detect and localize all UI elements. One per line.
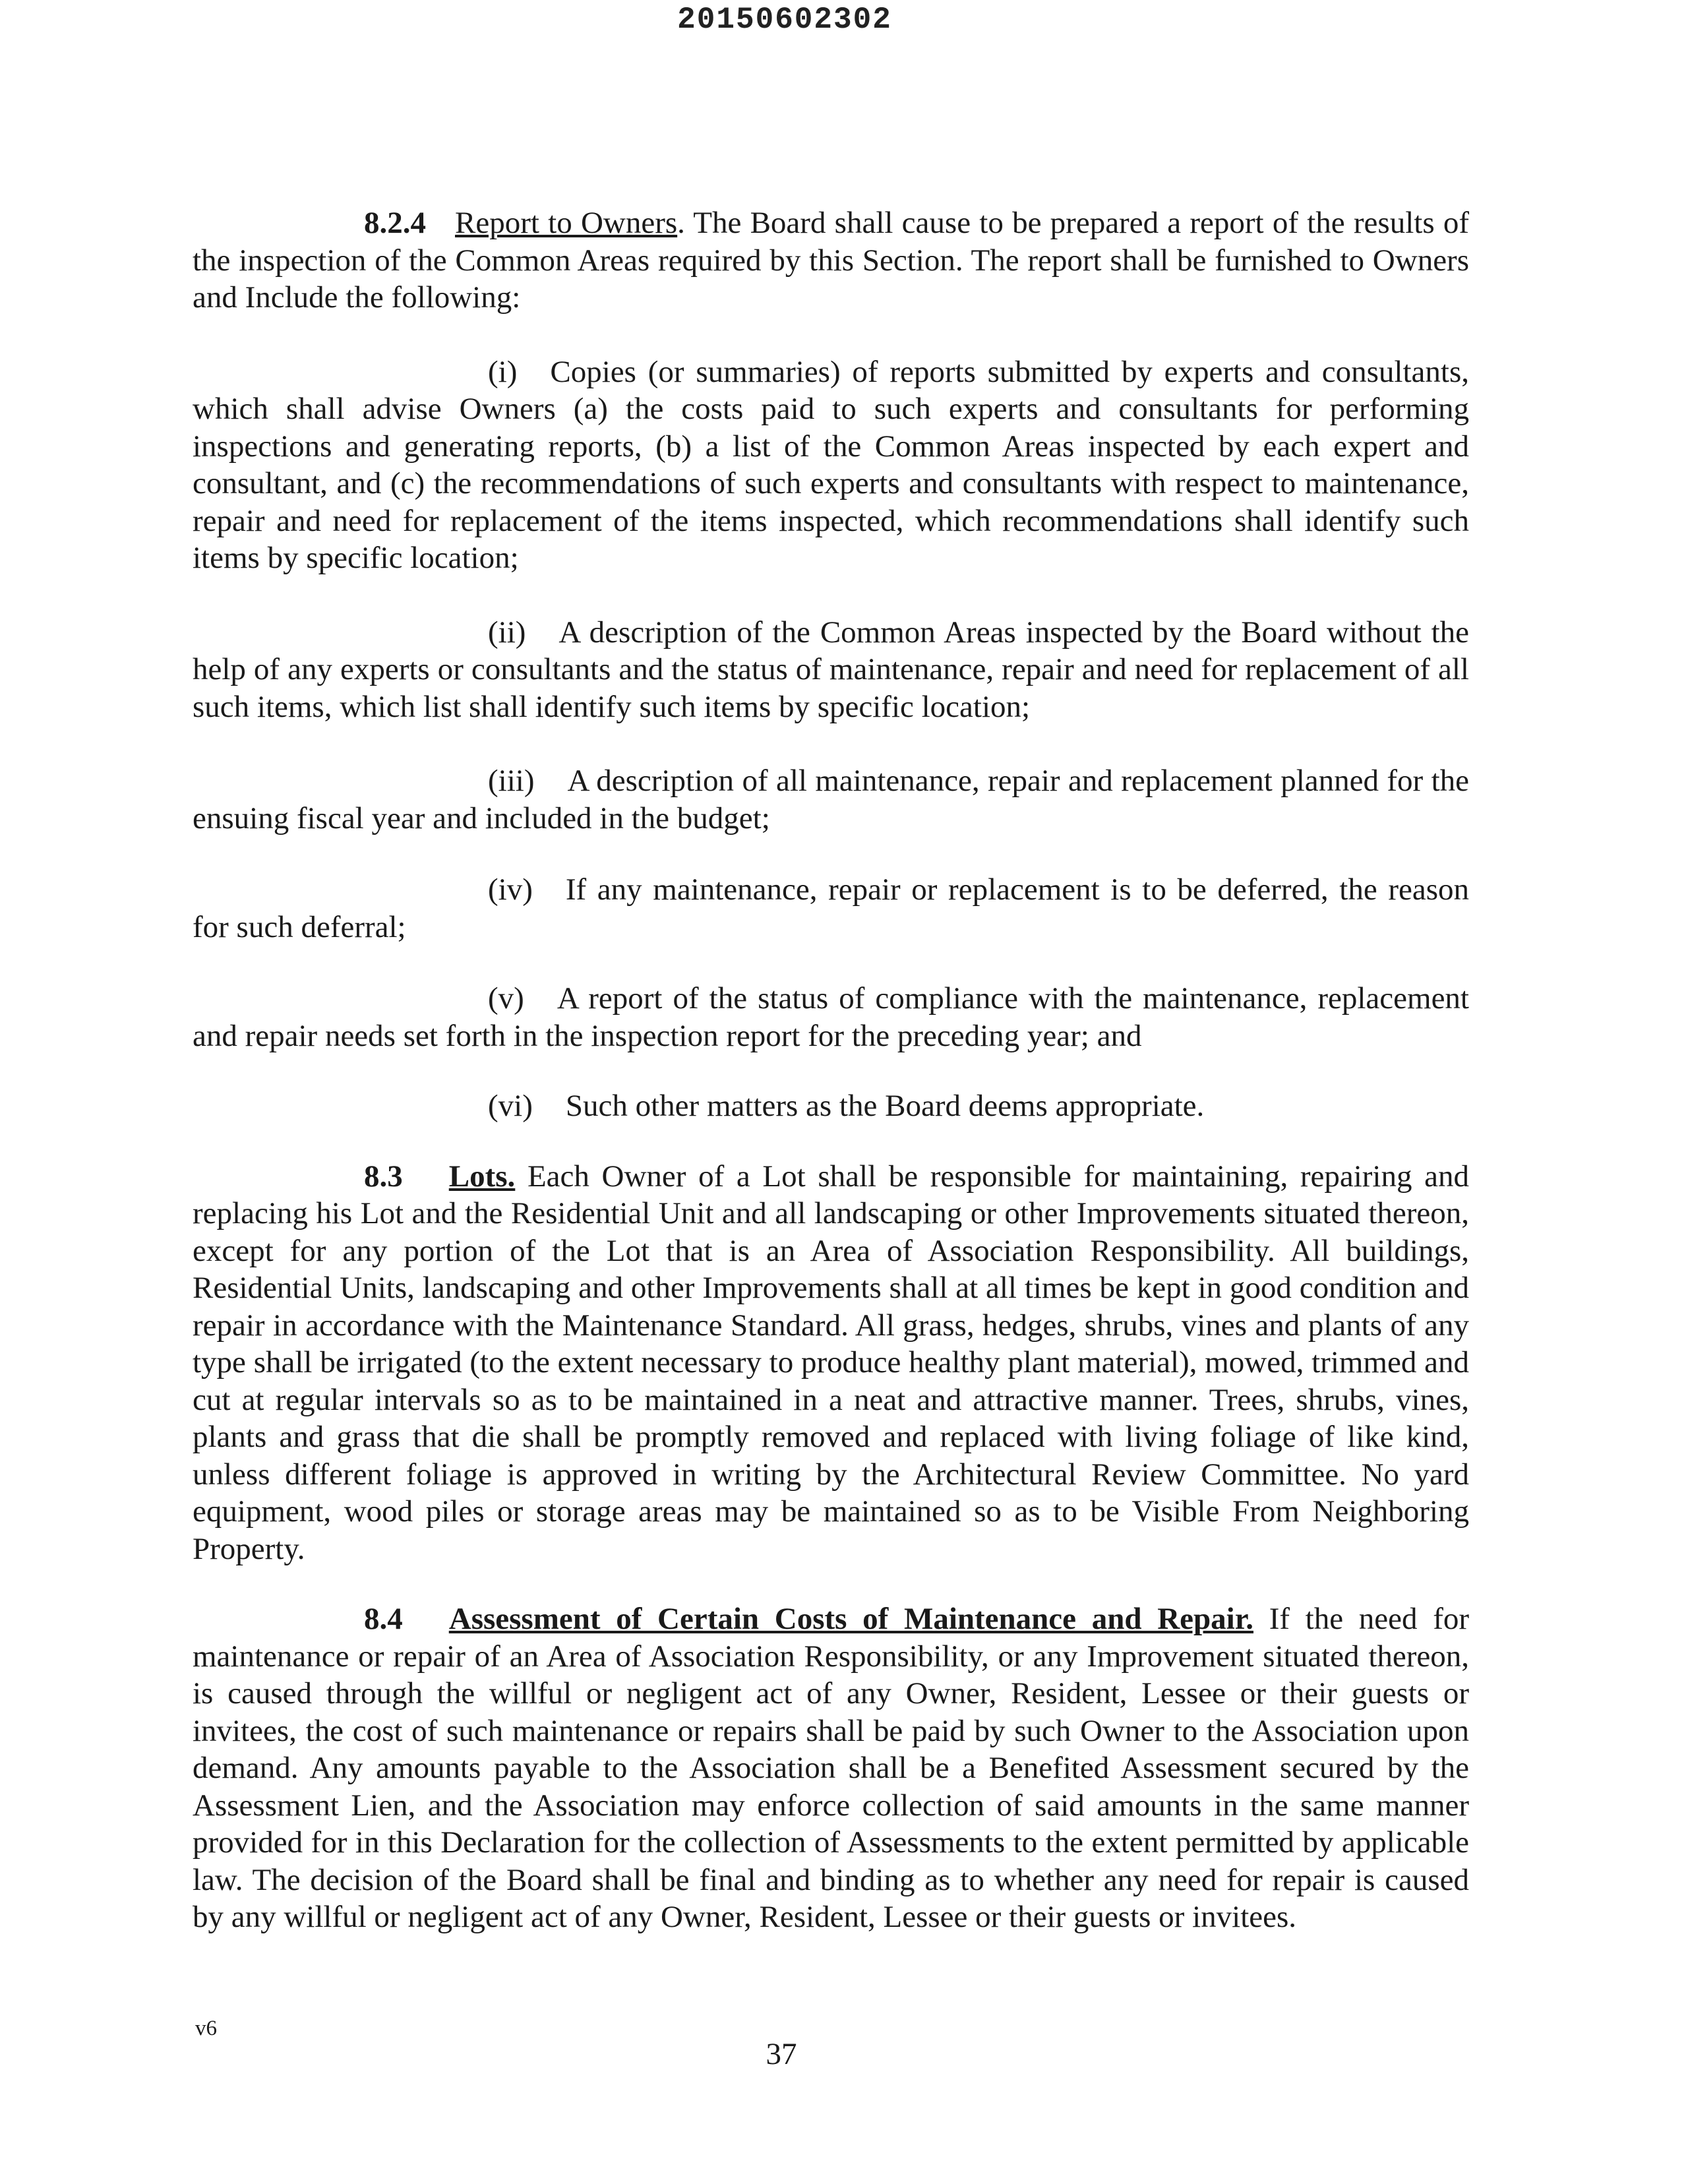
- item-text: A description of the Common Areas inspected by the Board without the help of any experts or consultants and the status of maintenance, repair and need for replacement of all such items, which list shall identify such items by specific location;: [193, 615, 1469, 724]
- list-item: [193, 871, 1469, 946]
- list-item: [193, 353, 1469, 577]
- list-item: [193, 980, 1469, 1054]
- item-label: (ii): [488, 615, 526, 650]
- page-number: 37: [766, 2037, 797, 2071]
- item-text: Such other matters as the Board deems appropriate.: [565, 1089, 1205, 1123]
- version-label: v6: [195, 2017, 217, 2040]
- list-item: [193, 762, 1469, 837]
- section-text: If the need for maintenance or repair of an Area of Association Responsibility, or any Improvement situated thereon, is caused through the willful or negligent act of any Owner, Resident, Lessee or their guests or invitees, the cost of such maintenance or repairs shall be paid by such Owner to the Association upon demand. Any amounts payable to the Association shall be a Benefited Assessment secured by the Assessment Lien, and the Association may enforce collection of said amounts in the same manner provided for in this Declaration for the collection of Assessments to the extent permitted by applicable law. The decision of the Board shall be final and binding as to whether any need for repair is caused by any willful or negligent act of any Owner, Resident, Lessee or their guests or invitees.: [193, 1602, 1470, 1934]
- section-number: 8.3: [364, 1159, 403, 1194]
- document-body: [193, 204, 1469, 1936]
- item-text: A report of the status of compliance with the maintenance, replacement and repair needs set forth in the inspection report for the preceding year; and: [193, 981, 1469, 1053]
- item-text: A description of all maintenance, repair and replacement planned for the ensuing fiscal year and included in the budget;: [193, 764, 1469, 835]
- section-text: . The Board shall cause to be prepared a report of the results of the inspection of the Common Areas required by this Section. The report shall be furnished to Owners and Include the following:: [193, 206, 1469, 315]
- item-label: (v): [488, 981, 524, 1016]
- item-text: Copies (or summaries) of reports submitted by experts and consultants, which shall advise Owners (a) the costs paid to such experts and consultants for performing inspections and generating reports, (b) a list of the Common Areas inspected by each expert and consultant, and (c) the recommendations of such experts and consultants with respect to maintenance, repair and need for replacement of the items inspected, which recommendations shall identify such items by specific location;: [193, 354, 1469, 575]
- list-item: [193, 614, 1469, 726]
- section-title: Report to Owners: [455, 206, 678, 240]
- list-item: [193, 1087, 1469, 1125]
- item-label: (vi): [488, 1089, 533, 1123]
- item-label: (iv): [488, 872, 533, 907]
- section-title: Lots.: [448, 1159, 516, 1194]
- section-number: 8.4: [364, 1602, 403, 1636]
- section-8-3: [193, 1158, 1469, 1568]
- section-title: Assessment of Certain Costs of Maintenance and Repair.: [448, 1602, 1253, 1636]
- section-number: 8.2.4: [364, 206, 426, 240]
- item-label: (iii): [488, 764, 535, 798]
- document-number: 20150602302: [677, 3, 892, 37]
- item-text: If any maintenance, repair or replacement is to be deferred, the reason for such deferral;: [193, 872, 1469, 944]
- section-8-2-4: [193, 204, 1469, 317]
- section-text: Each Owner of a Lot shall be responsible for maintaining, repairing and replacing his Lot and the Residential Unit and all landscaping or other Improvements situated thereon, except for any portion of the Lot that is an Area of Association Responsibility. All buildings, Residential Units, landscaping and other Improvements shall at all times be kept in good condition and repair in accordance with the Maintenance Standard. All grass, hedges, shrubs, vines and plants of any type shall be irrigated (to the extent necessary to produce healthy plant material), mowed, trimmed and cut at regular intervals so as to be maintained in a neat and attractive manner. Trees, shrubs, vines, plants and grass that die shall be promptly removed and replaced with living foliage of like kind, unless different foliage is approved in writing by the Architectural Review Committee. No yard equipment, wood piles or storage areas may be maintained so as to be Visible From Neighboring Property.: [193, 1159, 1470, 1566]
- section-8-4: [193, 1600, 1469, 1936]
- item-label: (i): [488, 354, 518, 389]
